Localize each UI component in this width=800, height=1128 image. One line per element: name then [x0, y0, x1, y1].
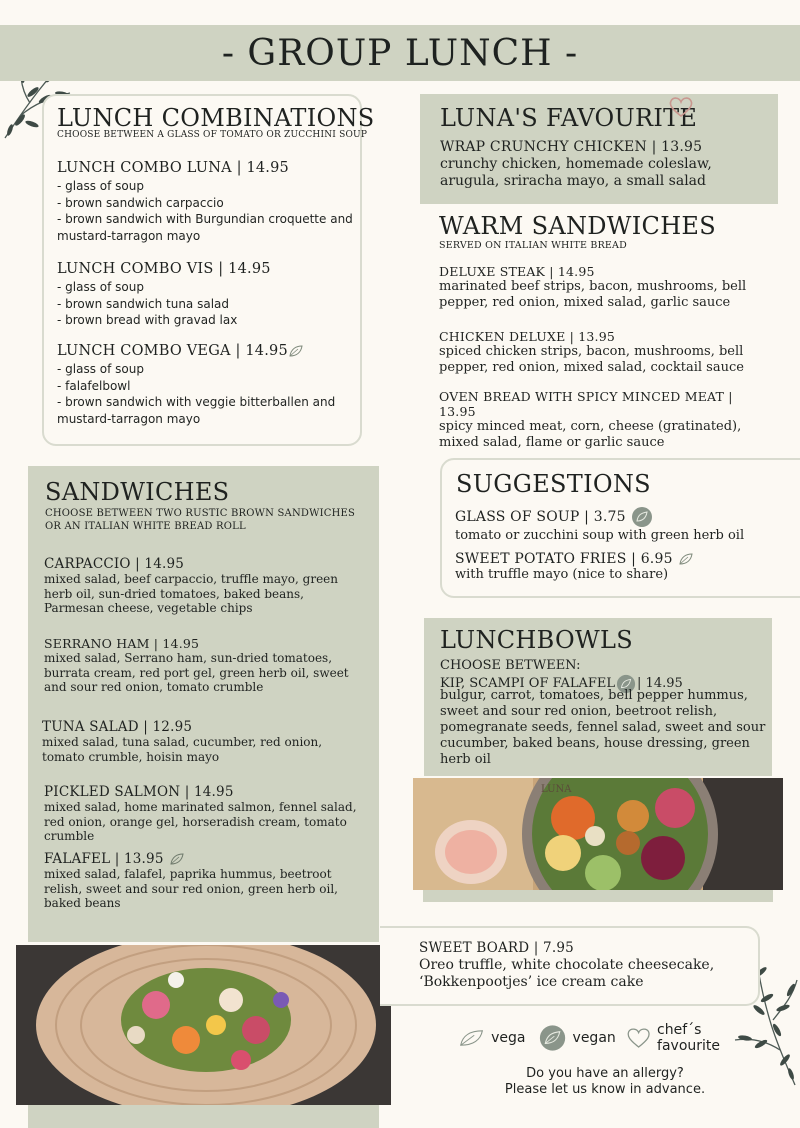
legend — [458, 1023, 758, 1053]
menu-item — [455, 551, 775, 583]
lunchbowls-options: KIP, SCAMPI OF FALAFEL — [440, 676, 616, 691]
bowl-photo-backdrop — [423, 888, 773, 902]
combo-title: LUNCH COMBO LUNA | 14.95 — [57, 160, 289, 176]
combo-title: LUNCH COMBO VIS | 14.95 — [57, 261, 271, 277]
combo-line: - brown sandwich carpaccio — [57, 195, 224, 210]
menu-item-desc: tomato or zucchini soup with green herb oil — [455, 528, 745, 543]
menu-item-title: CHICKEN DELUXE | 13.95 — [439, 329, 616, 344]
menu-item — [439, 264, 769, 310]
combo-title: LUNCH COMBO VEGA | 14.95 — [57, 343, 288, 359]
menu-item-title-row — [455, 551, 775, 567]
menu-item-desc: mixed salad, tuna salad, cucumber, red onion, tomato crumble, hoisin mayo — [42, 735, 323, 764]
combo-vega — [57, 343, 353, 427]
menu-item — [42, 719, 362, 764]
combo-vis — [57, 261, 353, 329]
lunchbowls-price: | 14.95 — [637, 676, 683, 691]
menu-item-desc: mixed salad, beef carpaccio, truffle mayo, green herb oil, sun-dried tomatoes, baked beans, Parmesan cheese, vegetable chips — [44, 572, 338, 615]
legend-favourite-label: chef´s favourite — [657, 1022, 721, 1054]
combo-line: - glass of soup — [57, 179, 144, 193]
lunas-favourite-title: LUNA'S FAVOURITE — [440, 104, 698, 132]
sandwiches-title: SANDWICHES — [45, 478, 230, 506]
menu-item-title: CARPACCIO | 14.95 — [44, 556, 185, 572]
menu-item-desc: marinated beef strips, bacon, mushrooms, bell pepper, red onion, mixed salad, garlic sauce — [439, 279, 747, 310]
menu-item — [44, 636, 364, 695]
sweet-board-desc: Oreo truffle, white chocolate cheesecake, ‘Bokkenpootjes’ ice cream cake — [419, 957, 715, 990]
menu-item-title: GLASS OF SOUP | 3.75 — [455, 509, 626, 525]
vega-leaf-icon — [288, 344, 304, 358]
lunchbowl-photo — [413, 778, 783, 890]
page-title: - GROUP LUNCH - — [221, 33, 579, 74]
legend-vegan-label: vegan — [572, 1030, 616, 1046]
combo-line: - falafelbowl — [57, 378, 131, 393]
menu-item-title: FALAFEL | 13.95 — [44, 851, 164, 867]
vega-leaf-icon — [168, 852, 186, 866]
menu-item-desc: spicy minced meat, corn, cheese (gratinated), mixed salad, flame or garlic sauce — [439, 419, 742, 450]
favourite-item-title: WRAP CRUNCHY CHICKEN | 13.95 — [440, 139, 703, 155]
combo-line: - brown sandwich tuna salad — [57, 296, 229, 311]
vega-leaf-icon — [677, 552, 695, 566]
menu-item-desc: mixed salad, home marinated salmon, fennel salad, red onion, orange gel, horseradish cream, tomato crumble — [44, 800, 357, 843]
vegan-leaf-icon — [539, 1023, 566, 1053]
lunch-combinations-subtitle: CHOOSE BETWEEN A GLASS OF TOMATO OR ZUCCHINI SOUP — [57, 130, 368, 140]
combo-title-row — [57, 343, 353, 359]
menu-item-title: SERRANO HAM | 14.95 — [44, 636, 200, 651]
allergy-line-1: Do you have an allergy? — [526, 1066, 684, 1081]
menu-item-desc: with truffle mayo (nice to share) — [455, 567, 669, 582]
legend-vega-label: vega — [491, 1030, 526, 1046]
lunchbowls-title: LUNCHBOWLS — [440, 626, 633, 654]
lunchbowls-choose-label: CHOOSE BETWEEN: — [440, 658, 581, 673]
menu-item-title: DELUXE STEAK | 14.95 — [439, 264, 595, 279]
sweet-board-title: SWEET BOARD | 7.95 — [419, 940, 574, 956]
heart-icon — [626, 1026, 651, 1050]
menu-item-title: PICKLED SALMON | 14.95 — [44, 784, 234, 800]
sandwiches-subtitle: CHOOSE BETWEEN TWO RUSTIC BROWN SANDWICHES OR AN ITALIAN WHITE BREAD ROLL — [45, 508, 356, 532]
suggestions-title: SUGGESTIONS — [456, 470, 651, 498]
combo-line: - brown sandwich with Burgundian croquette and mustard-tarragon mayo — [57, 212, 353, 243]
menu-item — [44, 556, 364, 616]
menu-item-desc: spiced chicken strips, bacon, mushrooms, bell pepper, red onion, mixed salad, cocktail sauce — [439, 344, 744, 375]
menu-item — [439, 329, 769, 375]
bottom-band — [28, 1105, 379, 1128]
menu-item-title: SWEET POTATO FRIES | 6.95 — [455, 551, 673, 567]
menu-item — [439, 389, 769, 450]
combo-line: - glass of soup — [57, 362, 144, 376]
combo-line: - brown bread with gravad lax — [57, 313, 238, 327]
heart-icon — [668, 96, 694, 118]
menu-item-title-row — [44, 851, 364, 867]
combo-luna — [57, 160, 353, 244]
lunch-combinations-title: LUNCH COMBINATIONS — [57, 104, 375, 132]
combo-line: - glass of soup — [57, 280, 144, 294]
svg-text:LUNA: LUNA — [541, 784, 572, 795]
allergy-notice — [470, 1066, 740, 1098]
menu-item-title-row — [455, 506, 775, 528]
warm-sandwiches-title: WARM SANDWICHES — [439, 212, 716, 240]
menu-item-title: TUNA SALAD | 12.95 — [42, 719, 193, 735]
menu-item-desc: mixed salad, Serrano ham, sun-dried tomatoes, burrata cream, red port gel, green herb oil, sweet and sour red onion, tomato crumble — [44, 651, 349, 694]
salad-photo — [16, 945, 391, 1105]
menu-item — [455, 506, 775, 544]
favourite-item-desc: crunchy chicken, homemade coleslaw, arugula, sriracha mayo, a small salad — [440, 156, 712, 189]
allergy-line-2: Please let us know in advance. — [504, 1082, 706, 1097]
combo-line: - brown sandwich with veggie bitterballen and mustard-tarragon mayo — [57, 395, 336, 426]
vegan-leaf-icon — [631, 506, 653, 528]
menu-item — [44, 851, 364, 911]
warm-sandwiches-subtitle: SERVED ON ITALIAN WHITE BREAD — [439, 240, 627, 251]
lunchbowls-desc: bulgur, carrot, tomatoes, bell pepper hummus, sweet and sour red onion, beetroot relish, pomegranate seeds, fennel salad, sweet and sour cucumber, baked beans, house dressing, green herb oil — [440, 688, 766, 767]
vega-leaf-icon — [458, 1027, 485, 1049]
menu-item-title: OVEN BREAD WITH SPICY MINCED MEAT | 13.95 — [439, 389, 733, 419]
menu-item-desc: mixed salad, falafel, paprika hummus, beetroot relish, sweet and sour red onion, green herb oil, baked beans — [44, 867, 338, 910]
menu-item — [44, 784, 364, 844]
